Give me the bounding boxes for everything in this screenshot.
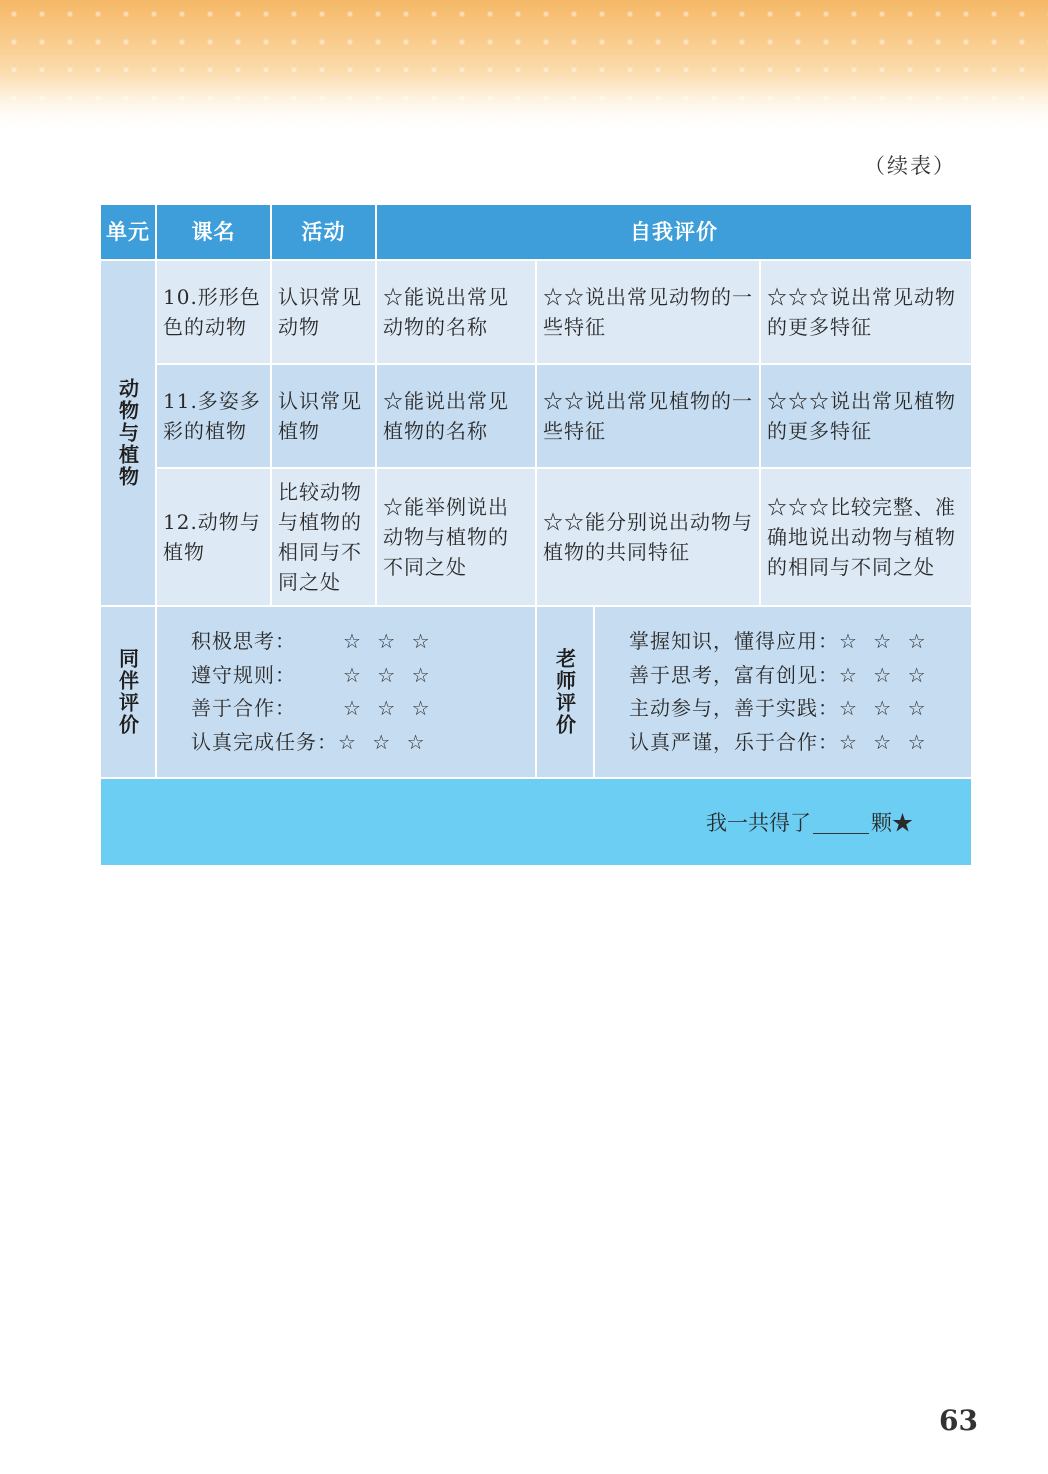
teacher-eval-stars: ☆ ☆ ☆: [839, 729, 931, 754]
header-lesson: 课名: [157, 205, 270, 259]
total-suffix: 颗★: [871, 811, 913, 835]
peer-eval-item: [191, 625, 535, 659]
peer-eval-label: 同伴评价: [115, 648, 140, 736]
total-stars-row: [101, 779, 971, 865]
activity-cell: 认识常见植物: [272, 365, 375, 467]
peer-eval-item: [191, 726, 535, 760]
evaluation-table: [101, 205, 961, 855]
peer-eval-item-label: 积极思考：: [191, 629, 296, 653]
total-blank-field[interactable]: [813, 811, 869, 834]
lesson-cell: 10.形形色色的动物: [157, 261, 270, 363]
teacher-eval-item: [629, 659, 971, 693]
teacher-eval-label: 老师评价: [552, 648, 577, 736]
teacher-eval-box: [595, 607, 971, 777]
peer-eval-stars: ☆ ☆ ☆: [343, 696, 435, 720]
peer-eval-box: [157, 607, 535, 777]
two-star-criteria: ☆☆说出常见动物的一些特征: [537, 261, 759, 363]
page-number: 63: [939, 1404, 978, 1437]
lesson-cell: 11.多姿多彩的植物: [157, 365, 270, 467]
peer-eval-item-label: 遵守规则：: [191, 662, 296, 687]
teacher-eval-stars: ☆ ☆ ☆: [839, 629, 931, 653]
teacher-eval-label-cell: [537, 607, 593, 777]
peer-eval-item: [191, 659, 535, 693]
page-header-band: [0, 0, 1048, 135]
header-unit: 单元: [101, 205, 155, 259]
teacher-eval-item: [629, 692, 971, 726]
peer-eval-stars: ☆ ☆ ☆: [338, 729, 430, 754]
three-star-criteria: ☆☆☆比较完整、准确地说出动物与植物的相同与不同之处: [761, 469, 971, 605]
activity-cell: 认识常见动物: [272, 261, 375, 363]
two-star-criteria: ☆☆说出常见植物的一些特征: [537, 365, 759, 467]
teacher-eval-item-label: 认真严谨，乐于合作：: [629, 729, 839, 754]
unit-name: 动物与植物: [115, 378, 140, 488]
one-star-criteria: ☆能说出常见植物的名称: [377, 365, 535, 467]
teacher-eval-stars: ☆ ☆ ☆: [839, 696, 931, 720]
three-star-criteria: ☆☆☆说出常见动物的更多特征: [761, 261, 971, 363]
teacher-eval-item-label: 掌握知识，懂得应用：: [629, 629, 839, 653]
unit-cell: [101, 261, 155, 605]
activity-cell: 比较动物与植物的相同与不同之处: [272, 469, 375, 605]
lesson-cell: 12.动物与植物: [157, 469, 270, 605]
one-star-criteria: ☆能说出常见动物的名称: [377, 261, 535, 363]
peer-eval-label-cell: [101, 607, 155, 777]
teacher-eval-stars: ☆ ☆ ☆: [839, 662, 931, 687]
peer-eval-item-label: 善于合作：: [191, 696, 296, 720]
header-activity: 活动: [272, 205, 375, 259]
two-star-criteria: ☆☆能分别说出动物与植物的共同特征: [537, 469, 759, 605]
one-star-criteria: ☆能举例说出动物与植物的不同之处: [377, 469, 535, 605]
peer-eval-item: [191, 692, 535, 726]
continued-label: （续表）: [864, 154, 956, 178]
peer-eval-stars: ☆ ☆ ☆: [343, 662, 435, 687]
header-self-eval: 自我评价: [377, 205, 971, 259]
teacher-eval-item-label: 主动参与，善于实践：: [629, 696, 839, 720]
peer-eval-stars: ☆ ☆ ☆: [343, 629, 435, 653]
total-prefix: 我一共得了: [706, 811, 811, 835]
three-star-criteria: ☆☆☆说出常见植物的更多特征: [761, 365, 971, 467]
teacher-eval-item-label: 善于思考，富有创见：: [629, 662, 839, 687]
teacher-eval-item: [629, 625, 971, 659]
teacher-eval-item: [629, 726, 971, 760]
peer-eval-item-label: 认真完成任务：: [191, 729, 338, 754]
